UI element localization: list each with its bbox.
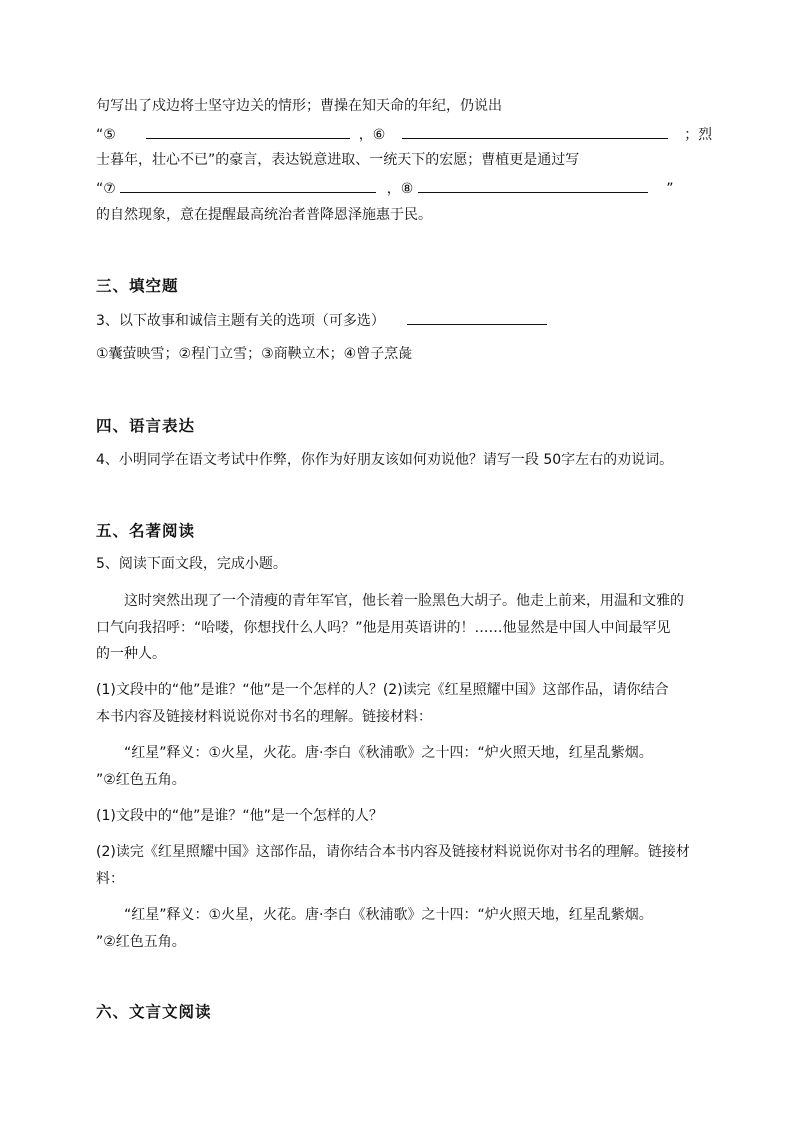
blank-7[interactable] bbox=[120, 178, 376, 193]
fill-blank-line-7-8 bbox=[96, 178, 673, 199]
sub-question-2-line: (2)读完《红星照耀中国》这部作品，请你结合本书内容及链接材料说说你对书名的理解。链接材 bbox=[96, 844, 690, 860]
answer-3-blank[interactable] bbox=[407, 310, 547, 325]
q8-end: ” bbox=[666, 181, 674, 197]
material-line: “红星”释义：①火星，火花。唐·李白《秋浦歌》之十四：“炉火照天地，红星乱紫烟。 bbox=[124, 745, 653, 761]
question-3 bbox=[96, 310, 547, 331]
intro-line-3: 士暮年，壮心不已”的豪言，表达锐意进取、一统天下的宏愿；曹植更是通过写 bbox=[96, 152, 580, 168]
section-5-heading: 五、名著阅读 bbox=[96, 522, 196, 540]
blank-5[interactable] bbox=[146, 124, 350, 139]
combined-question-line: 本书内容及链接材料说说你对书名的理解。链接材料： bbox=[96, 709, 432, 725]
sub-question-2-line: 料： bbox=[96, 871, 124, 887]
passage-line: 的一种人。 bbox=[96, 646, 166, 662]
intro-line-1: 句写出了戍边将士坚守边关的情形；曹操在知天命的年纪，仍说出 bbox=[96, 98, 502, 114]
material-line: ”②红色五角。 bbox=[96, 772, 186, 788]
q8-label: ，⑧ bbox=[386, 181, 414, 197]
question-4: 4、小明同学在语文考试中作弊，你作为好朋友该如何劝说他？请写一段 50字左右的劝说词。 bbox=[96, 452, 674, 468]
combined-question-line: (1)文段中的“他”是谁？“他”是一个怎样的人？(2)读完《红星照耀中国》这部作品，请你结合 bbox=[96, 682, 669, 698]
section-6-heading: 六、文言文阅读 bbox=[96, 1003, 212, 1021]
material-line: “红星”释义：①火星，火花。唐·李白《秋浦歌》之十四：“炉火照天地，红星乱紫烟。 bbox=[124, 907, 653, 923]
blank-6[interactable] bbox=[402, 124, 668, 139]
question-3-text: 3、以下故事和诚信主题有关的选项（可多选） bbox=[96, 313, 385, 329]
q7-label: “⑦ bbox=[96, 181, 116, 197]
q5-label: “⑤ bbox=[96, 127, 116, 143]
question-3-options: ①囊萤映雪；②程门立雪；③商鞅立木；④曾子烹彘 bbox=[96, 346, 413, 362]
passage-line: 这时突然出现了一个清瘦的青年军官，他长着一脸黑色大胡子。他走上前来，用温和文雅的 bbox=[124, 593, 684, 609]
section-4-heading: 四、语言表达 bbox=[96, 417, 196, 435]
q6-label: ，⑥ bbox=[358, 127, 386, 143]
material-line: ”②红色五角。 bbox=[96, 934, 186, 950]
q6-end: ；烈 bbox=[684, 127, 713, 143]
intro-line-5: 的自然现象，意在提醒最高统治者普降恩泽施惠于民。 bbox=[96, 207, 432, 223]
fill-blank-line-5-6 bbox=[96, 124, 712, 145]
section-3-heading: 三、填空题 bbox=[96, 277, 179, 295]
question-5: 5、阅读下面文段，完成小题。 bbox=[96, 556, 287, 572]
blank-8[interactable] bbox=[418, 178, 648, 193]
sub-question-1: (1)文段中的“他”是谁？“他”是一个怎样的人？ bbox=[96, 808, 383, 824]
passage-line: 口气向我招呼：“哈喽，你想找什么人吗？”他是用英语讲的！……他显然是中国人中间最罕见 bbox=[96, 620, 671, 636]
